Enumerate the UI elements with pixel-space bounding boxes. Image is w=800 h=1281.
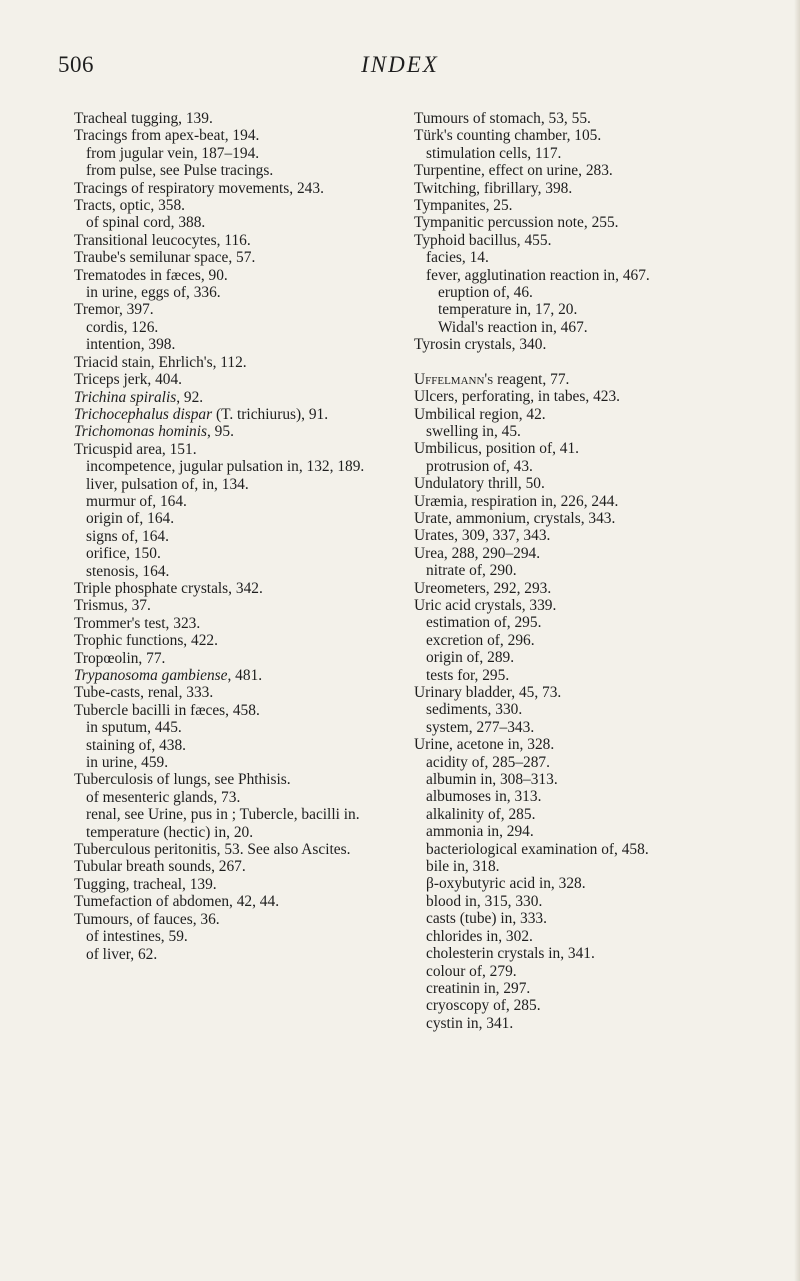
index-entry: Trophic functions, 422.: [74, 632, 218, 650]
index-entry: Türk's counting chamber, 105.: [414, 127, 602, 145]
index-entry: Trypanosoma gambiense, 481.: [74, 667, 263, 684]
index-entry: Tube-casts, renal, 333.: [74, 684, 214, 702]
index-entry: Ulcers, perforating, in tabes, 423.: [414, 388, 621, 406]
page-header: [0, 52, 800, 82]
index-entry: Tremor, 397.: [74, 301, 154, 319]
index-entry: signs of, 164.: [86, 527, 169, 545]
index-entry: Widal's reaction in, 467.: [438, 318, 588, 336]
index-entry: Uffelmann's reagent, 77.: [414, 370, 570, 388]
index-entry: Undulatory thrill, 50.: [414, 475, 545, 493]
index-entry: excretion of, 296.: [426, 631, 535, 649]
page-title: INDEX: [361, 52, 439, 77]
index-entry: Tubercle bacilli in fæces, 458.: [74, 701, 260, 719]
index-entry: in urine, eggs of, 336.: [86, 284, 221, 302]
index-entry: Tracings of respiratory movements, 243.: [74, 179, 324, 197]
index-entry: Tuberculous peritonitis, 53. See also Ascites.: [74, 841, 351, 859]
index-column-left: [74, 110, 394, 963]
index-entry: system, 277–343.: [426, 718, 535, 736]
index-entry: albumin in, 308–313.: [426, 771, 558, 789]
index-entry: facies, 14.: [426, 249, 489, 267]
index-entry: Triacid stain, Ehrlich's, 112.: [74, 353, 247, 371]
index-entry: origin of, 289.: [426, 649, 515, 667]
index-entry: temperature in, 17, 20.: [438, 301, 578, 319]
index-entry: Triple phosphate crystals, 342.: [74, 579, 263, 597]
index-entry: nitrate of, 290.: [426, 562, 517, 580]
index-entry: colour of, 279.: [426, 962, 517, 980]
index-entry: swelling in, 45.: [426, 422, 521, 440]
index-entry: staining of, 438.: [86, 736, 187, 754]
index-entry: Urate, ammonium, crystals, 343.: [414, 509, 616, 527]
index-entry: Umbilicus, position of, 41.: [414, 440, 580, 458]
index-entry: in sputum, 445.: [86, 719, 182, 737]
index-entry: stimulation cells, 117.: [426, 144, 562, 162]
index-entry: Tumours, of fauces, 36.: [74, 910, 220, 928]
index-entry: Urates, 309, 337, 343.: [414, 527, 551, 545]
index-entry: alkalinity of, 285.: [426, 805, 536, 823]
index-column-right: [414, 110, 794, 1032]
index-entry: Trematodes in fæces, 90.: [74, 266, 228, 284]
index-entry: β-oxybutyric acid in, 328.: [426, 875, 586, 893]
index-entry: Trichina spiralis, 92.: [74, 388, 204, 406]
index-entry: renal, see Urine, pus in ; Tubercle, bacilli in.: [86, 806, 360, 824]
index-entry: Turpentine, effect on urine, 283.: [414, 162, 613, 180]
index-entry: Trismus, 37.: [74, 597, 151, 615]
index-entry: stenosis, 164.: [86, 562, 170, 580]
index-entry: Transitional leucocytes, 116.: [74, 231, 251, 249]
page-edge: [794, 0, 800, 1281]
index-entry: acidity of, 285–287.: [426, 753, 550, 771]
index-entry: Urine, acetone in, 328.: [414, 736, 555, 754]
index-entry: Tropœolin, 77.: [74, 649, 166, 667]
index-entry: Tuberculosis of lungs, see Phthisis.: [74, 771, 291, 789]
index-entry: orifice, 150.: [86, 545, 161, 563]
index-entry: Tumours of stomach, 53, 55.: [414, 110, 591, 127]
index-entry: cholesterin crystals in, 341.: [426, 945, 595, 963]
index-entry: Traube's semilunar space, 57.: [74, 249, 256, 267]
index-entry: Trommer's test, 323.: [74, 614, 201, 632]
index-entry: of liver, 62.: [86, 945, 158, 963]
index-entry: Tracts, optic, 358.: [74, 197, 186, 215]
index-entry: Tumefaction of abdomen, 42, 44.: [74, 893, 280, 911]
index-entry: Twitching, fibrillary, 398.: [414, 179, 573, 197]
index-entry: cryoscopy of, 285.: [426, 997, 541, 1015]
index-entry: Tracings from apex-beat, 194.: [74, 127, 260, 145]
index-entry: Typhoid bacillus, 455.: [414, 231, 552, 249]
index-entry: creatinin in, 297.: [426, 979, 531, 997]
index-entry: Tubular breath sounds, 267.: [74, 858, 246, 876]
index-entry: albumoses in, 313.: [426, 788, 542, 806]
index-entry: fever, agglutination reaction in, 467.: [426, 266, 650, 284]
index-entry: origin of, 164.: [86, 510, 175, 528]
index-entry: Umbilical region, 42.: [414, 405, 546, 423]
index-entry: from pulse, see Pulse tracings.: [86, 162, 274, 180]
index-entry: of mesenteric glands, 73.: [86, 788, 241, 806]
page-number: 506: [58, 52, 94, 77]
index-entry: cordis, 126.: [86, 318, 159, 336]
index-entry: sediments, 330.: [426, 701, 523, 719]
index-entry: bacteriological examination of, 458.: [426, 840, 649, 858]
index-entry: Tugging, tracheal, 139.: [74, 875, 217, 893]
index-entry: from jugular vein, 187–194.: [86, 144, 260, 162]
index-entry: Urea, 288, 290–294.: [414, 544, 541, 562]
index-entry: liver, pulsation of, in, 134.: [86, 475, 249, 493]
index-entry: ammonia in, 294.: [426, 823, 534, 841]
index-entry: of spinal cord, 388.: [86, 214, 206, 232]
index-entry: Trichomonas hominis, 95.: [74, 423, 234, 441]
index-entry: Tympanitic percussion note, 255.: [414, 214, 619, 232]
index-entry: incompetence, jugular pulsation in, 132, 189.: [86, 458, 365, 476]
index-entry: Tyrosin crystals, 340.: [414, 336, 547, 354]
index-entry: Tracheal tugging, 139.: [74, 110, 213, 127]
index-entry: blood in, 315, 330.: [426, 892, 543, 910]
index-entry: estimation of, 295.: [426, 614, 542, 632]
index-entry: protrusion of, 43.: [426, 457, 533, 475]
index-entry: tests for, 295.: [426, 666, 510, 684]
index-entry: Tympanites, 25.: [414, 197, 513, 215]
index-entry: murmur of, 164.: [86, 492, 187, 510]
index-entry: Tricuspid area, 151.: [74, 440, 197, 458]
index-entry: eruption of, 46.: [438, 284, 533, 302]
index-entry: chlorides in, 302.: [426, 927, 533, 945]
index-entry: Uræmia, respiration in, 226, 244.: [414, 492, 619, 510]
index-entry: casts (tube) in, 333.: [426, 910, 547, 928]
index-entry: in urine, 459.: [86, 754, 169, 772]
index-entry: temperature (hectic) in, 20.: [86, 823, 254, 841]
index-entry: of intestines, 59.: [86, 928, 188, 946]
index-entry: Urinary bladder, 45, 73.: [414, 684, 562, 701]
index-entry: intention, 398.: [86, 336, 176, 354]
index-entry: Trichocephalus dispar (T. trichiurus), 91.: [74, 405, 329, 423]
index-entry: bile in, 318.: [426, 858, 500, 876]
index-entry: Uric acid crystals, 339.: [414, 596, 557, 614]
index-entry: Ureometers, 292, 293.: [414, 579, 552, 597]
index-entry: Triceps jerk, 404.: [74, 371, 183, 389]
index-entry: cystin in, 341.: [426, 1014, 514, 1032]
